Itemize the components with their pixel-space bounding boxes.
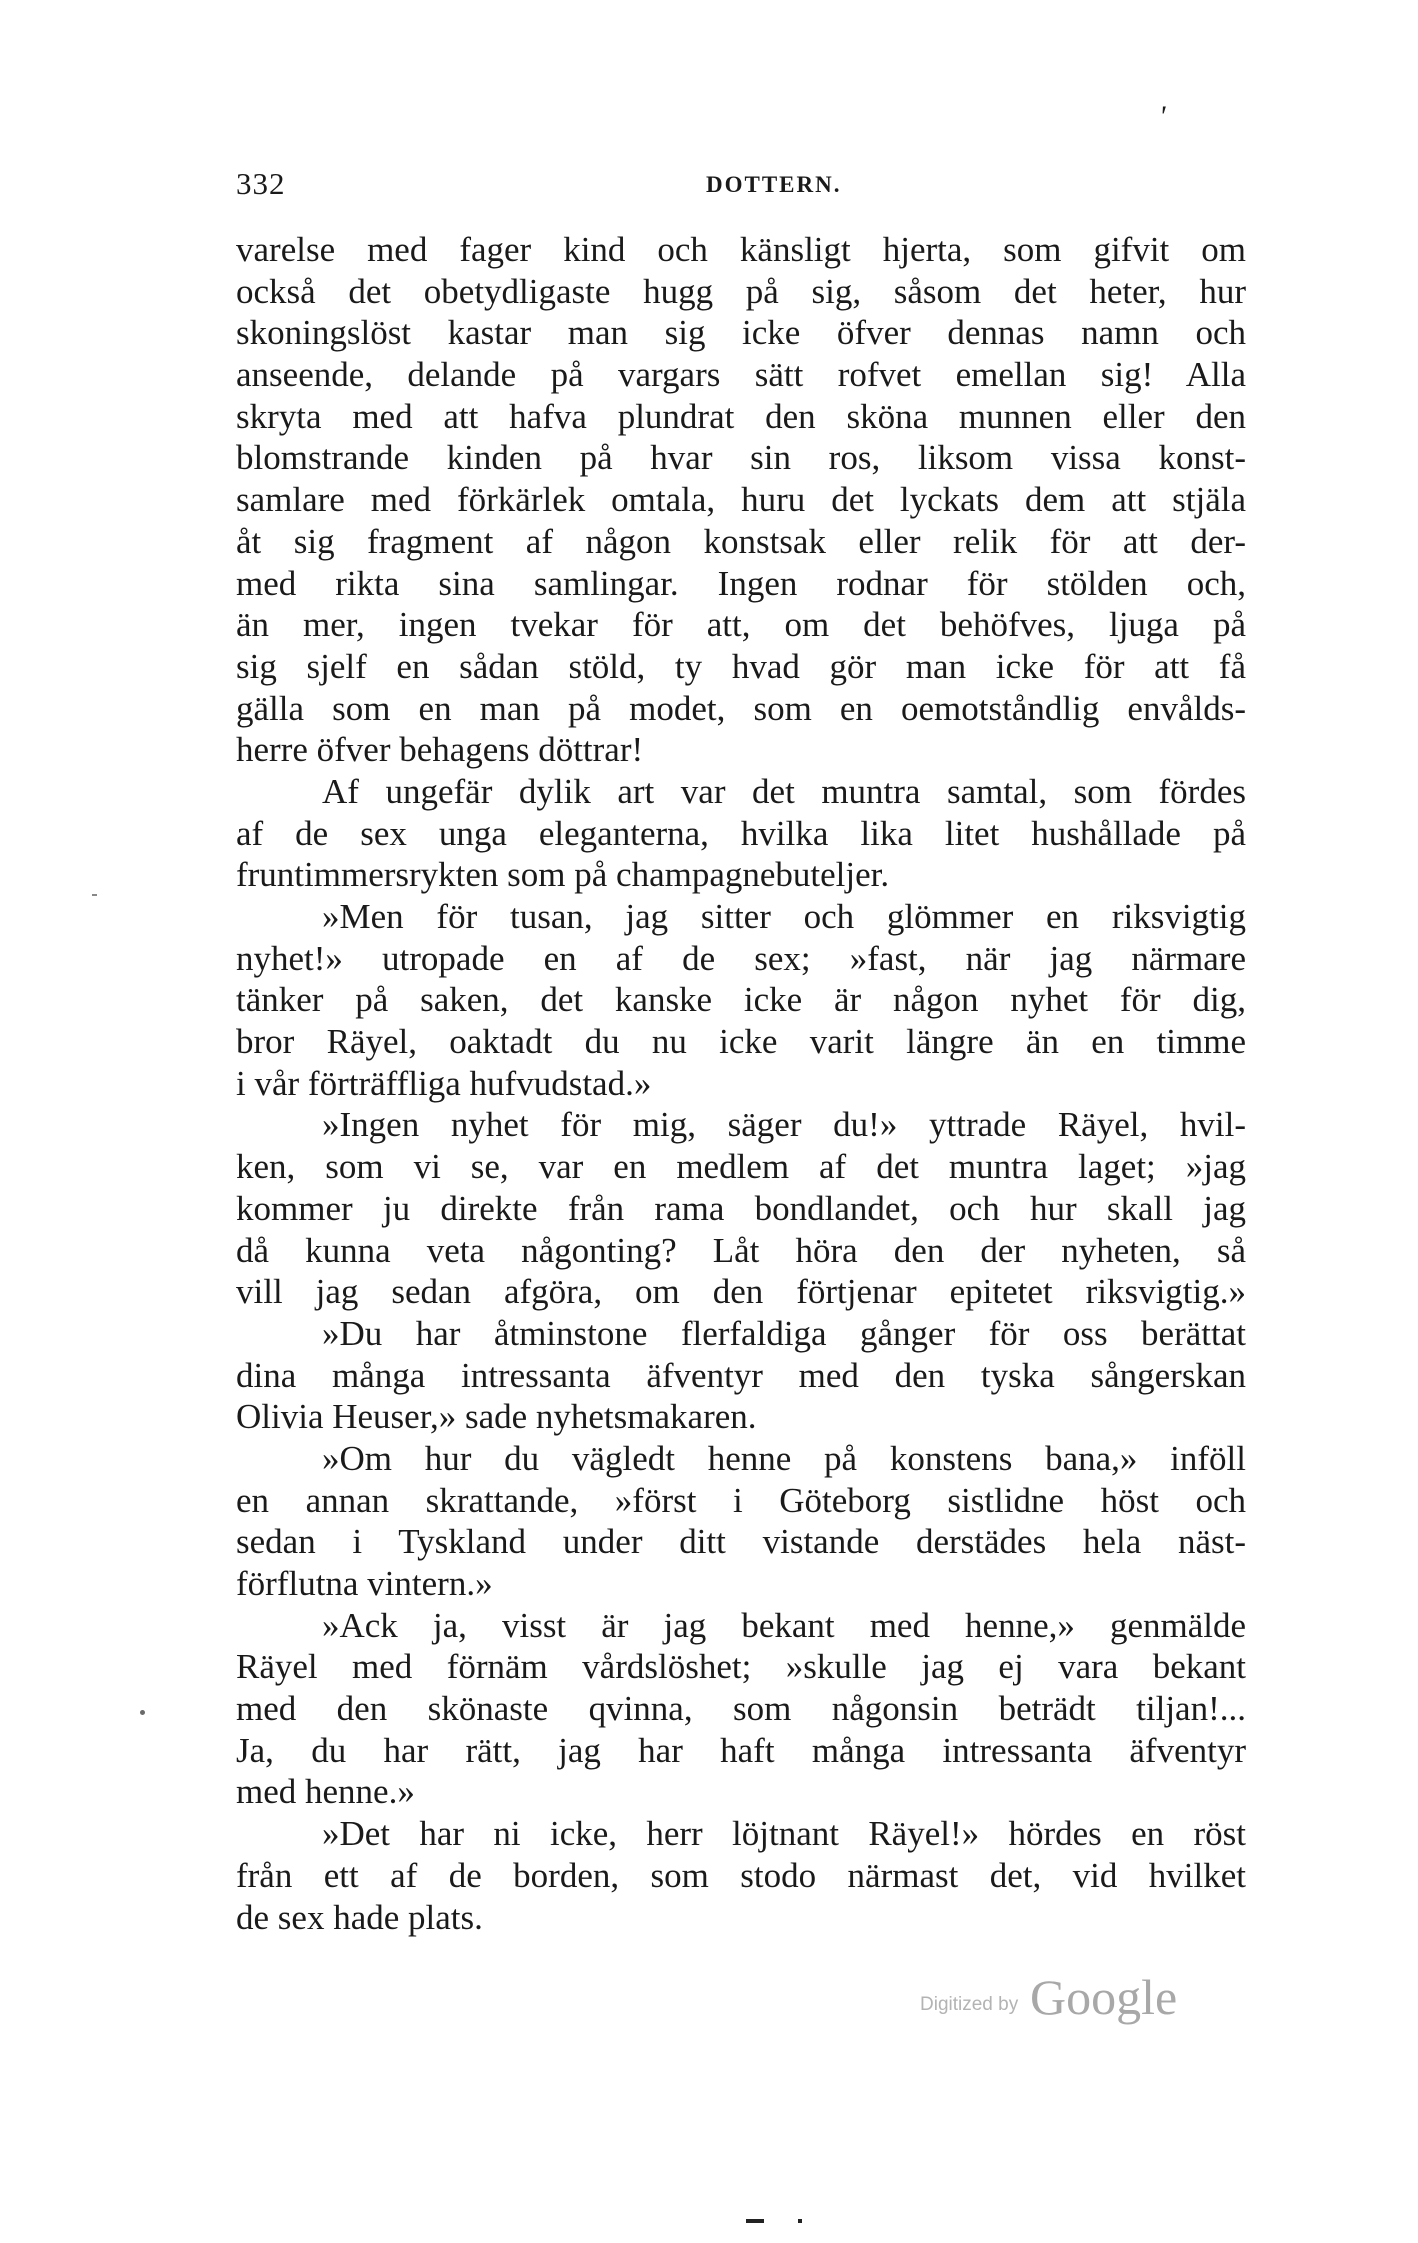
text-line: de sex hade plats. bbox=[236, 1897, 483, 1937]
text-line: »Ingen nyhet för mig, säger du!» yttrade Räyel, hvil- bbox=[322, 1105, 1246, 1145]
bottom-dot bbox=[798, 2219, 802, 2223]
text-line: vill jag sedan afgöra, om den förtjenar epitetet riksvigtig.» bbox=[236, 1272, 1246, 1312]
corner-mark: ' bbox=[1159, 100, 1166, 133]
text-line: fruntimmersrykten som på champagnebuteljer. bbox=[236, 855, 890, 895]
margin-dot bbox=[140, 1710, 145, 1715]
text-line: Ja, du har rätt, jag har haft många intressanta äfventyr bbox=[236, 1730, 1246, 1770]
text-line: »Om hur du vägledt henne på konstens bana,» inföll bbox=[322, 1438, 1246, 1478]
text-line: »Ack ja, visst är jag bekant med henne,» genmälde bbox=[322, 1605, 1246, 1645]
text-line: förflutna vintern.» bbox=[236, 1564, 493, 1603]
text-line: med den skönaste qvinna, som någonsin beträdt tiljan!... bbox=[236, 1689, 1246, 1729]
text-line: Räyel med förnäm vårdslöshet; »skulle jag ej vara bekant bbox=[236, 1647, 1246, 1687]
text-line: af de sex unga eleganterna, hvilka lika litet hushållade på bbox=[236, 813, 1246, 853]
body-text bbox=[236, 229, 1246, 1938]
bottom-marks bbox=[746, 2216, 806, 2226]
text-line: gälla som en man på modet, som en oemotståndlig envålds- bbox=[236, 688, 1246, 728]
text-line: också det obetydligaste hugg på sig, såsom det heter, hur bbox=[236, 271, 1246, 311]
page-number: 332 bbox=[236, 166, 286, 201]
running-head bbox=[236, 166, 1246, 206]
text-line: »Men för tusan, jag sitter och glömmer en riksvigtig bbox=[322, 897, 1246, 936]
text-line: nyhet!» utropade en af de sex; »fast, när jag närmare bbox=[236, 938, 1246, 978]
digitized-watermark bbox=[920, 1968, 1220, 2028]
text-line: sig sjelf en sådan stöld, ty hvad gör man icke för att få bbox=[236, 646, 1246, 686]
text-line: »Det har ni icke, herr löjtnant Räyel!» hördes en röst bbox=[322, 1814, 1246, 1854]
chapter-title: DOTTERN. bbox=[706, 172, 842, 197]
margin-mark bbox=[92, 894, 97, 896]
text-line: i vår förträffliga hufvudstad.» bbox=[236, 1063, 652, 1103]
text-line: »Du har åtminstone flerfaldiga gånger för oss berättat bbox=[322, 1313, 1246, 1353]
text-line: Olivia Heuser,» sade nyhetsmakaren. bbox=[236, 1397, 757, 1437]
text-line: från ett af de borden, som stodo närmast det, vid hvilket bbox=[236, 1855, 1246, 1895]
watermark-prefix: Digitized by bbox=[920, 1994, 1019, 2015]
text-line: tänker på saken, det kanske icke är någon nyhet för dig, bbox=[236, 980, 1246, 1020]
text-line: då kunna veta någonting? Låt höra den der nyheten, så bbox=[236, 1230, 1246, 1270]
text-line: sedan i Tyskland under ditt vistande derstädes hela näst- bbox=[236, 1522, 1246, 1562]
text-line: skryta med att hafva plundrat den sköna munnen eller den bbox=[236, 396, 1246, 436]
text-line: med henne.» bbox=[236, 1772, 415, 1812]
text-line: samlare med förkärlek omtala, huru det lyckats dem att stjäla bbox=[236, 480, 1246, 520]
text-line: herre öfver behagens döttrar! bbox=[236, 730, 644, 770]
text-line: åt sig fragment af någon konstsak eller relik för att der- bbox=[236, 521, 1246, 561]
text-line: varelse med fager kind och känsligt hjerta, som gifvit om bbox=[236, 230, 1246, 269]
text-line: en annan skrattande, »först i Göteborg sistlidne höst och bbox=[236, 1480, 1246, 1520]
text-line: skoningslöst kastar man sig icke öfver dennas namn och bbox=[236, 313, 1246, 353]
text-line: blomstrande kinden på hvar sin ros, liksom vissa konst- bbox=[236, 438, 1246, 478]
text-line: än mer, ingen tvekar för att, om det behöfves, ljuga på bbox=[236, 605, 1246, 645]
text-line: anseende, delande på vargars sätt rofvet emellan sig! Alla bbox=[236, 355, 1246, 395]
text-line: kommer ju direkte från rama bondlandet, och hur skall jag bbox=[236, 1188, 1246, 1228]
text-line: med rikta sina samlingar. Ingen rodnar för stölden och, bbox=[236, 563, 1246, 603]
text-line: dina många intressanta äfventyr med den tyska sångerskan bbox=[236, 1355, 1246, 1395]
text-line: Af ungefär dylik art var det muntra samtal, som fördes bbox=[322, 771, 1246, 811]
google-logo: Google bbox=[1030, 1969, 1178, 2025]
text-line: bror Räyel, oaktadt du nu icke varit längre än en timme bbox=[236, 1022, 1246, 1062]
bottom-dash bbox=[746, 2219, 764, 2223]
text-line: ken, som vi se, var en medlem af det muntra laget; »jag bbox=[236, 1147, 1246, 1187]
